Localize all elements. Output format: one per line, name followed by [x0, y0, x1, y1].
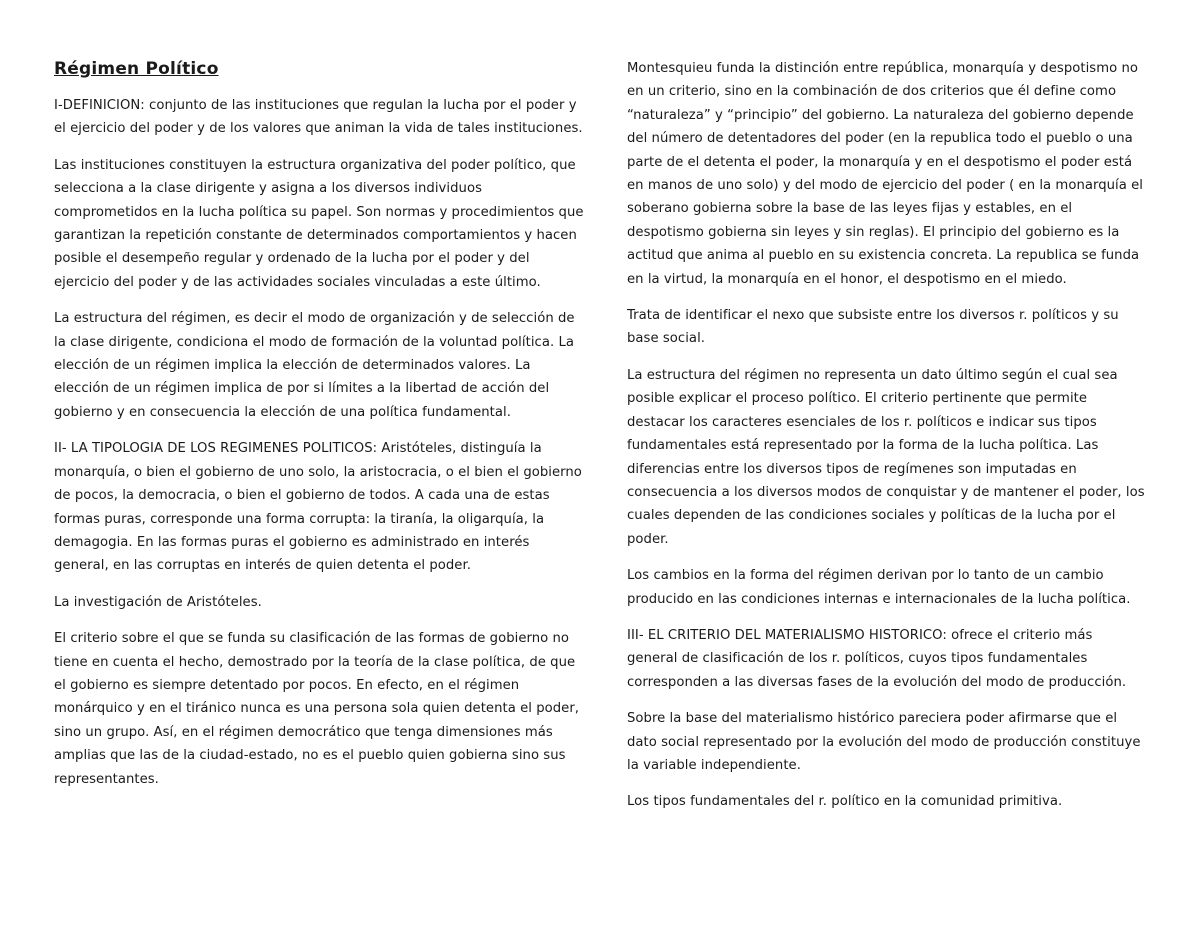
paragraph-materialismo: III- EL CRITERIO DEL MATERIALISMO HISTORICO: ofrece el criterio más general de clasificación de los r. políticos, cuyos tipos fundamentales corresponden a las diversas fases de la evolución del modo de producción. — [627, 627, 1127, 690]
paragraph-tipologia: II- LA TIPOLOGIA DE LOS REGIMENES POLITICOS: Aristóteles, distinguía la monarquía, o bien el gobierno de uno solo, la aristocracia, o el bien el gobierno de pocos, la democracia, o bien el gobierno de todos. A cada una de estas formas puras, corresponde una forma corrupta: la tiranía, la oligarquía, la demagogia. En las formas puras el gobierno es administrado en interés general, en las corruptas en interés de quien detenta el poder. — [54, 441, 582, 574]
paragraph-cambios: Los cambios en la forma del régimen derivan por lo tanto de un cambio producido en las condiciones internas e internacionales de la lucha política. — [627, 568, 1131, 607]
paragraph-estructura: La estructura del régimen, es decir el modo de organización y de selección de la clase dirigente, condiciona el modo de formación de la voluntad política. La elección de un régimen implica la elección de determinados valores. La elección de un régimen implica de por si límites a la libertad de acción del gobierno y en consecuencia la elección de una política fundamental. — [54, 311, 575, 420]
paragraph-variable-independiente: Sobre la base del materialismo histórico pareciera poder afirmarse que el dato social representado por la evolución del modo de producción constituye la variable independiente. — [627, 711, 1141, 773]
paragraph-instituciones: Las instituciones constituyen la estructura organizativa del poder político, que selecciona a la clase dirigente y asigna a los diversos individuos comprometidos en la lucha política su papel. Son normas y procedimientos que garantizan la repetición constante de determinados comportamientos y hacen posible el desempeño regular y ordenado de la lucha por el poder y del ejercicio del poder y de las actividades sociales vinculadas a este último. — [54, 157, 584, 290]
paragraph-nexo: Trata de identificar el nexo que subsiste entre los diversos r. políticos y su base social. — [627, 308, 1119, 347]
right-column — [627, 57, 1147, 827]
paragraph-investigacion: La investigación de Aristóteles. — [54, 594, 262, 610]
paragraph-montesquieu: Montesquieu funda la distinción entre república, monarquía y despotismo no en un criterio, sino en la combinación de dos criterios que él define como “naturaleza” y “principio” del gobierno. La naturaleza del gobierno depende del número de detentadores del poder (en la republica todo el pueblo o una parte de el detenta el poder, la monarquía y en el despotismo el poder está en manos de uno solo) y del modo de ejercicio del poder ( en la monarquía el soberano gobierna sobre la base de las leyes fijas y estables, en el despotismo gobierna sin leyes y sin reglas). El principio del gobierno es la actitud que anima al pueblo en su existencia concreta. La republica se funda en la virtud, la monarquía en el honor, el despotismo en el miedo. — [627, 61, 1144, 287]
left-column — [54, 56, 584, 804]
paragraph-criterio-aristoteles: El criterio sobre el que se funda su clasificación de las formas de gobierno no tiene en cuenta el hecho, demostrado por la teoría de la clase política, de que el gobierno es siempre detentado por pocos. En efecto, en el régimen monárquico y en el tiránico nunca es una persona sola quien detenta el poder, sino un grupo. Así, en el régimen democrático que tenga dimensiones más amplias que las de la ciudad-estado, no es el pueblo quien gobierna sino sus representantes. — [54, 631, 580, 787]
paragraph-comunidad-primitiva: Los tipos fundamentales del r. político en la comunidad primitiva. — [627, 794, 1063, 810]
paragraph-definicion: I-DEFINICION: conjunto de las instituciones que regulan la lucha por el poder y el ejercicio del poder y de los valores que animan la vida de tales instituciones. — [54, 98, 583, 137]
document-title: Régimen Político — [54, 59, 219, 79]
paragraph-estructura-regimen: La estructura del régimen no representa un dato último según el cual sea posible explicar el proceso político. El criterio pertinente que permite destacar los caracteres esenciales de los r. políticos e indicar sus tipos fundamentales está representado por la forma de la lucha política. Las diferencias entre los diversos tipos de regímenes son imputadas en consecuencia a los diversos modos de conquistar y de mantener el poder, los cuales dependen de las condiciones sociales y políticas de la lucha por el poder. — [627, 367, 1145, 547]
